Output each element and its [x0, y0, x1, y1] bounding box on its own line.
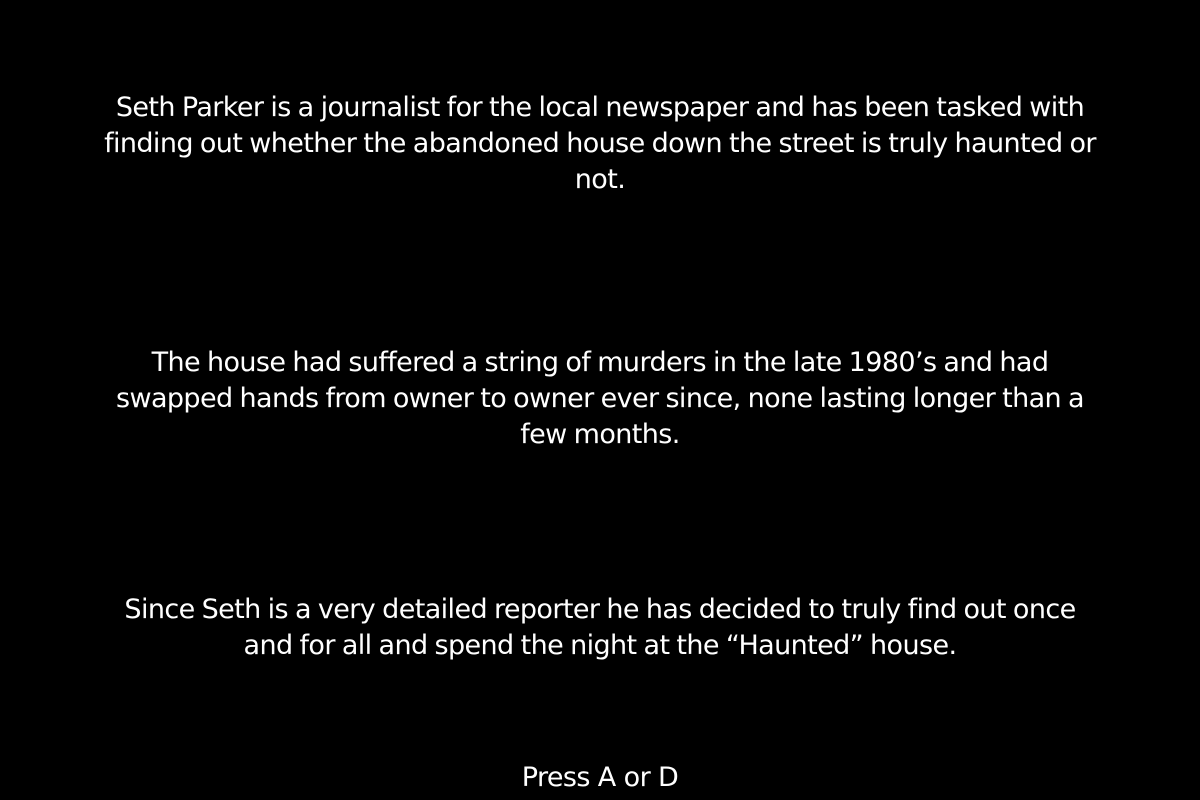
continue-prompt[interactable]: Press A or D: [521, 762, 679, 793]
story-paragraph-1: Seth Parker is a journalist for the local newspaper and has been tasked with finding out whether the abandoned house down the street is truly haunted or not.: [104, 92, 1096, 195]
story-paragraph-3: Since Seth is a very detailed reporter he has decided to truly find out once and for all and spend the night at the “Haunted” house.: [124, 594, 1076, 661]
story-paragraph-2: The house had suffered a string of murders in the late 1980’s and had swapped hands from owner to owner ever since, none lasting longer than a few months.: [116, 347, 1084, 450]
